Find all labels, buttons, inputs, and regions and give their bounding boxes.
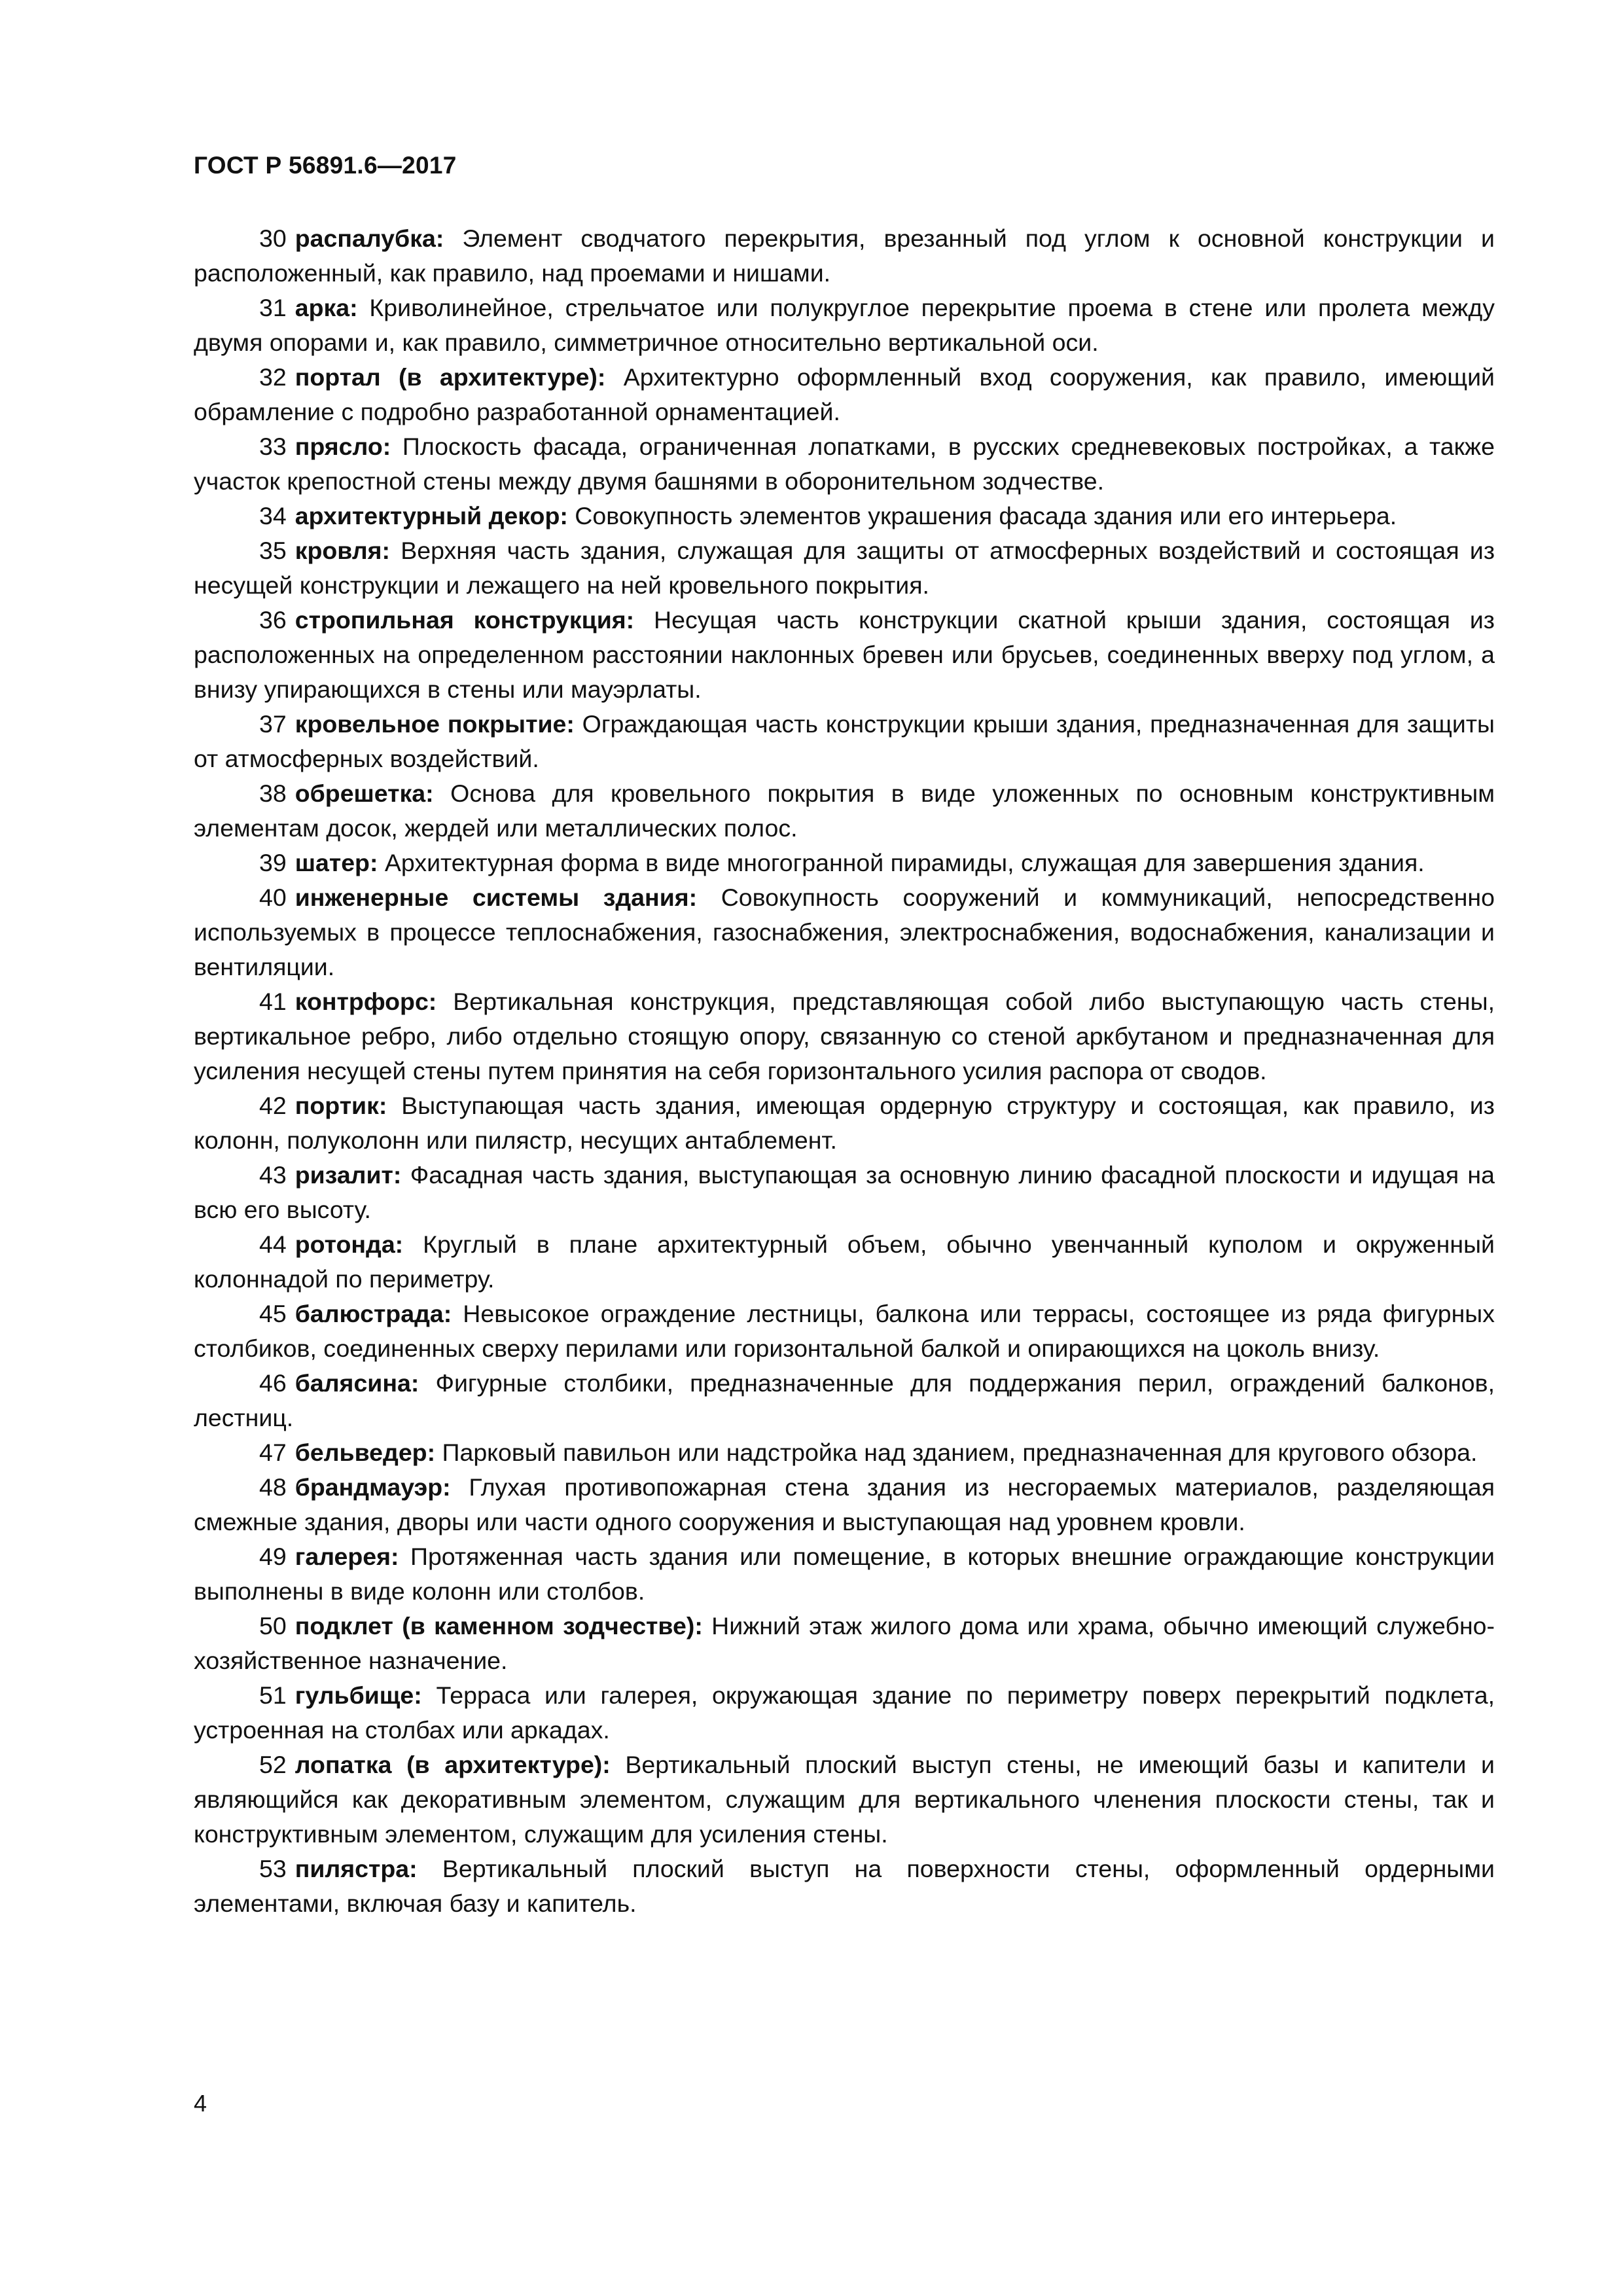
entry-number: 39 xyxy=(259,849,287,876)
entry-definition: Криволинейное, стрельчатое или полукруглое перекрытие проема в стене или пролета между двумя опорами и, как правило, симметричное относительно вертикальной оси. xyxy=(194,294,1495,356)
entry-number: 30 xyxy=(259,224,287,252)
entry-term: галерея: xyxy=(294,1543,399,1570)
entry-term: арка: xyxy=(294,294,358,321)
entry-definition: Фигурные столбики, предназначенные для поддержания перил, ограждений балконов, лестниц. xyxy=(194,1369,1495,1431)
entry-definition: Архитектурная форма в виде многогранной пирамиды, служащая для завершения здания. xyxy=(384,849,1425,876)
entry-term: портал (в архитектуре): xyxy=(294,363,606,391)
entry-number: 46 xyxy=(259,1369,287,1397)
entry-definition: Вертикальный плоский выступ стены, не имеющий базы и капители и являющийся как декоративным элементом, служащим для вертикального членения плоскости стены, так и конструктивным элементом, служащим для усиления стены. xyxy=(194,1751,1495,1848)
entry-number: 49 xyxy=(259,1543,287,1570)
entry-number: 45 xyxy=(259,1300,287,1327)
definition-entry xyxy=(194,360,1495,429)
entry-term: лопатка (в архитектуре): xyxy=(294,1751,611,1778)
entry-definition: Совокупность элементов украшения фасада здания или его интерьера. xyxy=(575,502,1397,529)
definition-entry xyxy=(194,1678,1495,1748)
definition-entry xyxy=(194,1088,1495,1158)
entry-definition: Глухая противопожарная стена здания из несгораемых материалов, разделяющая смежные здания, дворы или части одного сооружения и выступающая над уровнем кровли. xyxy=(194,1473,1495,1535)
entry-definition: Вертикальная конструкция, представляющая собой либо выступающую часть стены, вертикальное ребро, либо отдельно стоящую опору, связанную со стеной аркбутаном и предназначенная для усиления несущей стены путем принятия на себя горизонтального усилия распора от сводов. xyxy=(194,988,1495,1085)
entry-number: 41 xyxy=(259,988,287,1015)
entry-term: ризалит: xyxy=(294,1161,402,1189)
definition-entry xyxy=(194,1539,1495,1609)
definition-entry xyxy=(194,429,1495,499)
entry-number: 34 xyxy=(259,502,287,529)
page-number: 4 xyxy=(194,2090,207,2117)
document-header: ГОСТ Р 56891.6—2017 xyxy=(194,152,457,179)
entry-term: инженерные системы здания: xyxy=(294,884,698,911)
entry-number: 44 xyxy=(259,1230,287,1258)
entry-number: 53 xyxy=(259,1855,287,1882)
definition-entry xyxy=(194,221,1495,291)
entry-term: стропильная конструкция: xyxy=(294,606,635,634)
entry-term: обрешетка: xyxy=(294,780,434,807)
entry-number: 43 xyxy=(259,1161,287,1189)
entry-definition: Плоскость фасада, ограниченная лопатками, в русских средневековых постройках, а также участок крепостной стены между двумя башнями в оборонительном зодчестве. xyxy=(194,433,1495,495)
entry-number: 42 xyxy=(259,1092,287,1119)
entry-term: ротонда: xyxy=(294,1230,404,1258)
entry-term: брандмауэр: xyxy=(294,1473,451,1501)
entry-number: 33 xyxy=(259,433,287,460)
definitions-list xyxy=(194,221,1495,1921)
entry-term: шатер: xyxy=(294,849,378,876)
entry-definition: Вертикальный плоский выступ на поверхности стены, оформленный ордерными элементами, включая базу и капитель. xyxy=(194,1855,1495,1917)
entry-definition: Протяженная часть здания или помещение, в которых внешние ограждающие конструкции выполнены в виде колонн или столбов. xyxy=(194,1543,1495,1605)
definition-entry xyxy=(194,776,1495,846)
definition-entry xyxy=(194,533,1495,603)
entry-number: 38 xyxy=(259,780,287,807)
entry-term: архитектурный декор: xyxy=(294,502,568,529)
entry-term: контрфорс: xyxy=(294,988,437,1015)
entry-term: гульбище: xyxy=(294,1681,422,1709)
definition-entry xyxy=(194,499,1495,533)
entry-term: распалубка: xyxy=(294,224,444,252)
entry-definition: Элемент сводчатого перекрытия, врезанный под углом к основной конструкции и расположенный, как правило, над проемами и нишами. xyxy=(194,224,1495,287)
entry-number: 35 xyxy=(259,537,287,564)
definition-entry xyxy=(194,1366,1495,1435)
definition-entry xyxy=(194,1158,1495,1227)
entry-definition: Верхняя часть здания, служащая для защиты от атмосферных воздействий и состоящая из несущей конструкции и лежащего на ней кровельного покрытия. xyxy=(194,537,1495,599)
entry-number: 51 xyxy=(259,1681,287,1709)
entry-term: балюстрада: xyxy=(294,1300,452,1327)
entry-definition: Фасадная часть здания, выступающая за основную линию фасадной плоскости и идущая на всю его высоту. xyxy=(194,1161,1495,1223)
entry-definition: Несущая часть конструкции скатной крыши здания, состоящая из расположенных на определенном расстоянии наклонных бревен или брусьев, соединенных вверху под углом, а внизу упирающихся в стены или мауэрлаты. xyxy=(194,606,1495,703)
entry-number: 47 xyxy=(259,1439,287,1466)
definition-entry xyxy=(194,846,1495,880)
entry-definition: Парковый павильон или надстройка над зданием, предназначенная для кругового обзора. xyxy=(442,1439,1478,1466)
entry-definition: Нижний этаж жилого дома или храма, обычно имеющий служебно-хозяйственное назначение. xyxy=(194,1612,1495,1674)
entry-definition: Невысокое ограждение лестницы, балкона или террасы, состоящее из ряда фигурных столбиков, соединенных сверху перилами или горизонтальной балкой и опирающихся на цоколь внизу. xyxy=(194,1300,1495,1362)
entry-number: 40 xyxy=(259,884,287,911)
entry-term: прясло: xyxy=(294,433,391,460)
entry-definition: Основа для кровельного покрытия в виде уложенных по основным конструктивным элементам досок, жердей или металлических полос. xyxy=(194,780,1495,842)
entry-definition: Ограждающая часть конструкции крыши здания, предназначенная для защиты от атмосферных воздействий. xyxy=(194,710,1495,772)
entry-term: бельведер: xyxy=(294,1439,436,1466)
definition-entry xyxy=(194,1748,1495,1852)
entry-number: 36 xyxy=(259,606,287,634)
entry-term: балясина: xyxy=(294,1369,419,1397)
entry-definition: Терраса или галерея, окружающая здание по периметру поверх перекрытий подклета, устроенная на столбах или аркадах. xyxy=(194,1681,1495,1744)
entry-definition: Архитектурно оформленный вход сооружения, как правило, имеющий обрамление с подробно разработанной орнаментацией. xyxy=(194,363,1495,425)
entry-number: 32 xyxy=(259,363,287,391)
entry-term: портик: xyxy=(294,1092,387,1119)
definition-entry xyxy=(194,1852,1495,1921)
definition-entry xyxy=(194,984,1495,1088)
definition-entry xyxy=(194,1470,1495,1539)
entry-term: пилястра: xyxy=(294,1855,418,1882)
entry-term: кровля: xyxy=(294,537,391,564)
definition-entry xyxy=(194,1609,1495,1678)
entry-number: 37 xyxy=(259,710,287,738)
entry-term: подклет (в каменном зодчестве): xyxy=(294,1612,703,1640)
entry-number: 52 xyxy=(259,1751,287,1778)
definition-entry xyxy=(194,1435,1495,1470)
definition-entry xyxy=(194,291,1495,360)
entry-definition: Круглый в плане архитектурный объем, обычно увенчанный куполом и окруженный колоннадой по периметру. xyxy=(194,1230,1495,1293)
entry-term: кровельное покрытие: xyxy=(294,710,575,738)
definition-entry xyxy=(194,707,1495,776)
entry-number: 48 xyxy=(259,1473,287,1501)
definition-entry xyxy=(194,1227,1495,1297)
entry-definition: Выступающая часть здания, имеющая ордерную структуру и состоящая, как правило, из колонн, полуколонн или пилястр, несущих антаблемент. xyxy=(194,1092,1495,1154)
entry-definition: Совокупность сооружений и коммуникаций, непосредственно используемых в процессе теплоснабжения, газоснабжения, электроснабжения, водоснабжения, канализации и вентиляции. xyxy=(194,884,1495,980)
entry-number: 31 xyxy=(259,294,287,321)
definition-entry xyxy=(194,1297,1495,1366)
definition-entry xyxy=(194,880,1495,984)
entry-number: 50 xyxy=(259,1612,287,1640)
definition-entry xyxy=(194,603,1495,707)
